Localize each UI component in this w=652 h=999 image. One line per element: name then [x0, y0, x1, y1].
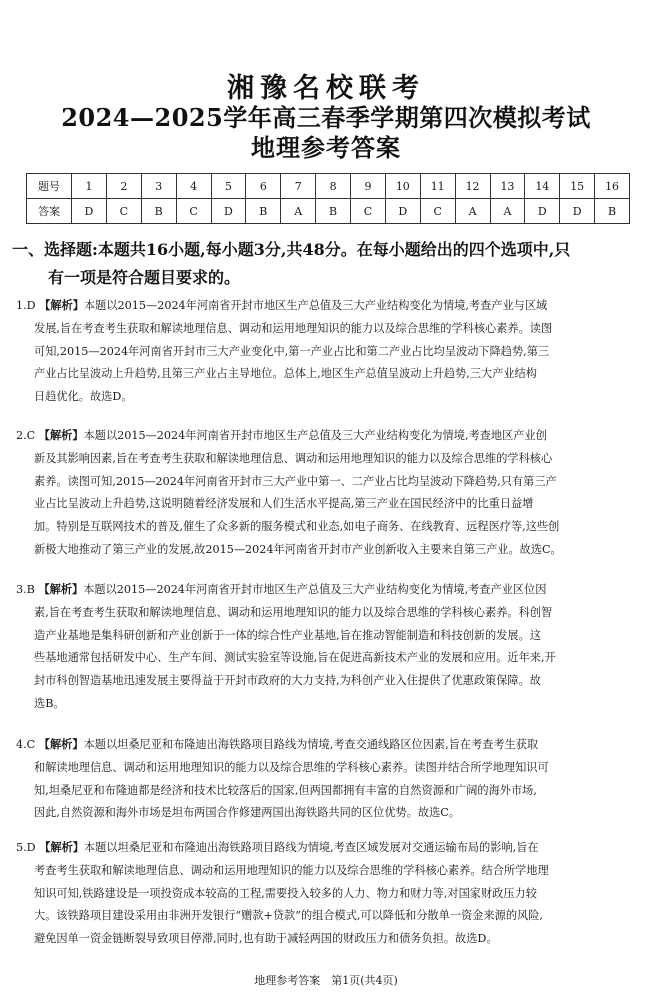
question-number-cell: 13: [490, 174, 525, 199]
question-number-cell: 11: [420, 174, 455, 199]
item-text-line: 素,旨在考查考生获取和解读地理信息、调动和运用地理知识的能力以及综合思维的学科核心素养。科创智: [34, 605, 553, 619]
item-text-line: 选B。: [34, 696, 65, 710]
answer-cell: C: [351, 199, 386, 224]
item-text-line: 可知,2015—2024年河南省开封市三大产业变化中,第一产业占比和第二产业占比均呈波动下降趋势,第三: [34, 344, 550, 358]
explanation-item-3: [16, 578, 636, 716]
answer-cell: A: [490, 199, 525, 224]
item-text-line: 因此,自然资源和海外市场是坦布两国合作修建两国出海铁路共同的区位优势。故选C。: [34, 806, 461, 820]
question-number-cell: 15: [560, 174, 595, 199]
item-text-line: 本题以2015—2024年河南省开封市地区生产总值及三大产业结构变化为情境,考查地区产业创: [83, 429, 547, 442]
question-number-cell: 5: [211, 174, 246, 199]
item-text-line: 加。特别是互联网技术的普及,催生了众多新的服务模式和业态,如电子商务、在线教育、远程医疗等,这些创: [34, 520, 560, 534]
question-number-cell: 7: [281, 174, 316, 199]
item-number: 4.C: [16, 738, 36, 751]
explanation-item-4: [16, 733, 636, 825]
item-text-line: 本题以坦桑尼亚和布隆迪出海铁路项目路线为情境,考查区域发展对交通运输布局的影响,旨在: [83, 841, 539, 854]
item-text-line: 日趋优化。故选D。: [34, 390, 133, 404]
answer-cell: C: [106, 199, 141, 224]
row-label-question-number: 题号: [27, 174, 72, 199]
answer-cell: B: [141, 199, 176, 224]
answer-cell: D: [560, 199, 595, 224]
item-text-line: 素养。读图可知,2015—2024年河南省开封市三大产业中第一、二产业占比均呈波动下降趋势,只有第三产: [34, 474, 557, 488]
item-text-line: 考查考生获取和解读地理信息、调动和运用地理知识的能力以及综合思维的学科核心素养。结合所学地理: [34, 863, 549, 877]
answer-cell: B: [595, 199, 630, 224]
item-text-line: 造产业基地是集科研创新和产业创新于一体的综合性产业基地,旨在推动智能制造和科技创新的发展。这: [34, 628, 541, 642]
title-exam: 2024—2025学年高三春季学期第四次模拟考试: [61, 103, 591, 132]
question-number-cell: 2: [106, 174, 141, 199]
answer-cell: B: [246, 199, 281, 224]
section-heading-line2: 有一项是符合题目要求的。: [48, 268, 241, 287]
analysis-tag: 【解析】: [38, 737, 84, 751]
explanation-item-2: [16, 424, 636, 562]
item-text-line: 新及其影响因素,旨在考查考生获取和解读地理信息、调动和运用地理知识的能力以及综合思维的学科核心: [34, 451, 553, 465]
question-number-cell: 10: [385, 174, 420, 199]
section-heading: [12, 236, 636, 292]
item-text-line: 和解读地理信息、调动和运用地理知识的能力以及综合思维的学科核心素养。读图并结合所学地理知识可: [34, 760, 549, 774]
item-text-line: 发展,旨在考查考生获取和解读地理信息、调动和运用地理知识的能力以及综合思维的学科核心素养。读图: [34, 321, 553, 335]
explanation-item-5: [16, 836, 636, 951]
item-text-line: 本题以2015—2024年河南省开封市地区生产总值及三大产业结构变化为情境,考查产业区位因: [83, 583, 547, 596]
answer-cell: C: [420, 199, 455, 224]
item-number: 1.D: [16, 299, 36, 312]
analysis-tag: 【解析】: [38, 582, 84, 596]
answer-cell: B: [316, 199, 351, 224]
answer-cell: D: [211, 199, 246, 224]
item-text-line: 封市科创智造基地迅速发展主要得益于开封市政府的大力支持,为科创产业入住提供了优惠政策保障。故: [34, 674, 541, 688]
question-number-cell: 6: [246, 174, 281, 199]
answer-cell: D: [385, 199, 420, 224]
item-text-line: 避免因单一资金链断裂导致项目停滞,同时,也有助于减轻两国的财政压力和债务负担。故选D。: [34, 932, 498, 946]
answer-cell: C: [176, 199, 211, 224]
answer-cell: A: [455, 199, 490, 224]
item-text-line: 本题以2015—2024年河南省开封市地区生产总值及三大产业结构变化为情境,考查产业与区域: [83, 299, 548, 312]
item-text-line: 业占比呈波动上升趋势,这说明随着经济发展和人们生活水平提高,第三产业在国民经济中的比重日益增: [34, 497, 534, 511]
question-number-cell: 8: [316, 174, 351, 199]
item-text-line: 产业占比呈波动上升趋势,且第三产业占主导地位。总体上,地区生产总值呈波动上升趋势,三大产业结构: [34, 367, 537, 381]
item-text-line: 大。该铁路项目建设采用由非洲开发银行“赠款+贷款”的组合模式,可以降低和分散单一资金来源的风险,: [34, 909, 543, 923]
item-number: 3.B: [16, 583, 35, 596]
page-footer: 地理参考答案 第1页(共4页): [254, 974, 398, 987]
item-text-line: 知识可知,铁路建设是一项投资成本较高的工程,需要投入较多的人力、物力和财力等,对国家财政压力较: [34, 886, 537, 900]
title-subject: 地理参考答案: [251, 133, 401, 162]
question-number-cell: 12: [455, 174, 490, 199]
explanation-item-1: [16, 294, 636, 409]
analysis-tag: 【解析】: [38, 428, 84, 442]
question-number-cell: 9: [351, 174, 386, 199]
question-number-cell: 3: [141, 174, 176, 199]
item-text-line: 本题以坦桑尼亚和布隆迪出海铁路项目路线为情境,考查交通线路区位因素,旨在考查考生获取: [83, 738, 539, 751]
question-number-cell: 4: [176, 174, 211, 199]
title-alliance: 湘豫名校联考: [227, 73, 425, 104]
analysis-tag: 【解析】: [39, 298, 84, 312]
item-text-line: 些基地通常包括研发中心、生产车间、测试实验室等设施,旨在促进高新技术产业的发展和应用。近年来,开: [34, 651, 556, 665]
question-number-cell: 14: [525, 174, 560, 199]
answer-table-row-numbers: [27, 174, 630, 199]
answer-cell: D: [525, 199, 560, 224]
row-label-answer: 答案: [27, 199, 72, 224]
answer-cell: A: [281, 199, 316, 224]
answer-table: [26, 173, 630, 224]
item-text-line: 新极大地推动了第三产业的发展,故2015—2024年河南省开封市产业创新收入主要来自第三产业。故选C。: [34, 542, 562, 556]
item-number: 5.D: [16, 841, 36, 854]
section-heading-line1: 一、选择题:本题共16小题,每小题3分,共48分。在每小题给出的四个选项中,只: [12, 240, 571, 259]
analysis-tag: 【解析】: [39, 840, 84, 854]
item-number: 2.C: [16, 429, 36, 442]
question-number-cell: 1: [72, 174, 107, 199]
item-text-line: 知,坦桑尼亚和布隆迪都是经济和技术比较落后的国家,但两国都拥有丰富的自然资源和广阔的海外市场,: [34, 783, 537, 797]
question-number-cell: 16: [595, 174, 630, 199]
answer-table-row-answers: [27, 199, 630, 224]
answer-cell: D: [72, 199, 107, 224]
